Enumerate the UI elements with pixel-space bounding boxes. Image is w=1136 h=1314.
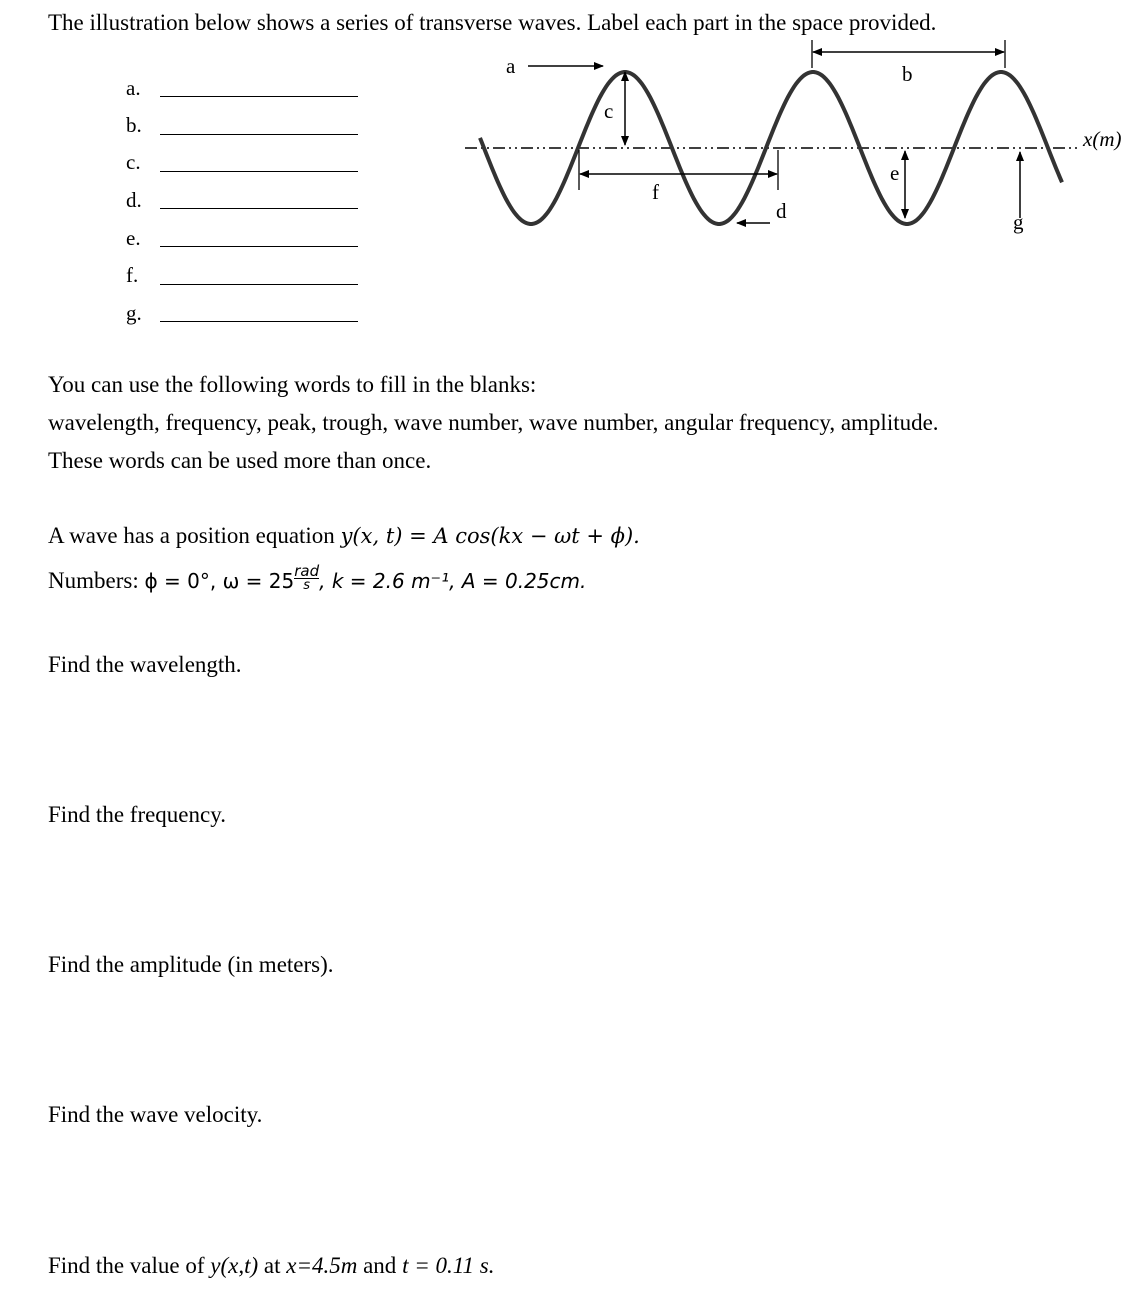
instructions: The illustration below shows a series of transverse waves. Label each part in the space provided. xyxy=(48,10,937,35)
label-g: g xyxy=(1013,210,1024,234)
label-e: e xyxy=(890,161,900,185)
question-amplitude: Find the amplitude (in meters). xyxy=(48,952,334,977)
blank-label-a: a. xyxy=(126,76,141,100)
blank-g[interactable] xyxy=(160,321,358,322)
blank-label-e: e. xyxy=(126,226,141,250)
word-bank-intro: You can use the following words to fill in the blanks: xyxy=(48,372,537,397)
unit-fraction: rad s xyxy=(294,562,320,594)
label-d: d xyxy=(776,199,787,223)
blank-label-b: b. xyxy=(126,113,142,137)
wave-diagram xyxy=(0,0,1136,260)
word-bank-list: wavelength, frequency, peak, trough, wave number, wave number, angular frequency, amplitude. xyxy=(48,410,939,435)
question-velocity: Find the wave velocity. xyxy=(48,1102,263,1127)
label-c: c xyxy=(604,99,614,123)
label-a: a xyxy=(506,54,516,78)
blank-label-c: c. xyxy=(126,150,141,174)
blank-label-d: d. xyxy=(126,188,142,212)
word-bank-note: These words can be used more than once. xyxy=(48,448,432,473)
question-value: Find the value of y(x,t) at x=4.5m and t = 0.11 s. xyxy=(48,1253,495,1278)
axis-label: x(m) xyxy=(1083,127,1122,151)
equation-line: A wave has a position equation y(x, t) = A cos(kx − ωt + ϕ). xyxy=(48,523,640,548)
label-f: f xyxy=(652,180,659,204)
question-frequency: Find the frequency. xyxy=(48,802,226,827)
question-wavelength: Find the wavelength. xyxy=(48,652,242,677)
numbers-line: Numbers: ϕ = 0°, ω = 25 rad s , k = 2.6 m⁻¹, A = 0.25cm. xyxy=(48,562,587,594)
blank-label-g: g. xyxy=(126,301,142,325)
blank-f[interactable] xyxy=(160,284,358,285)
wave-equation: y(x, t) = A cos(kx − ωt + ϕ). xyxy=(340,524,640,548)
blank-label-f: f. xyxy=(126,263,139,287)
label-b: b xyxy=(902,62,913,86)
